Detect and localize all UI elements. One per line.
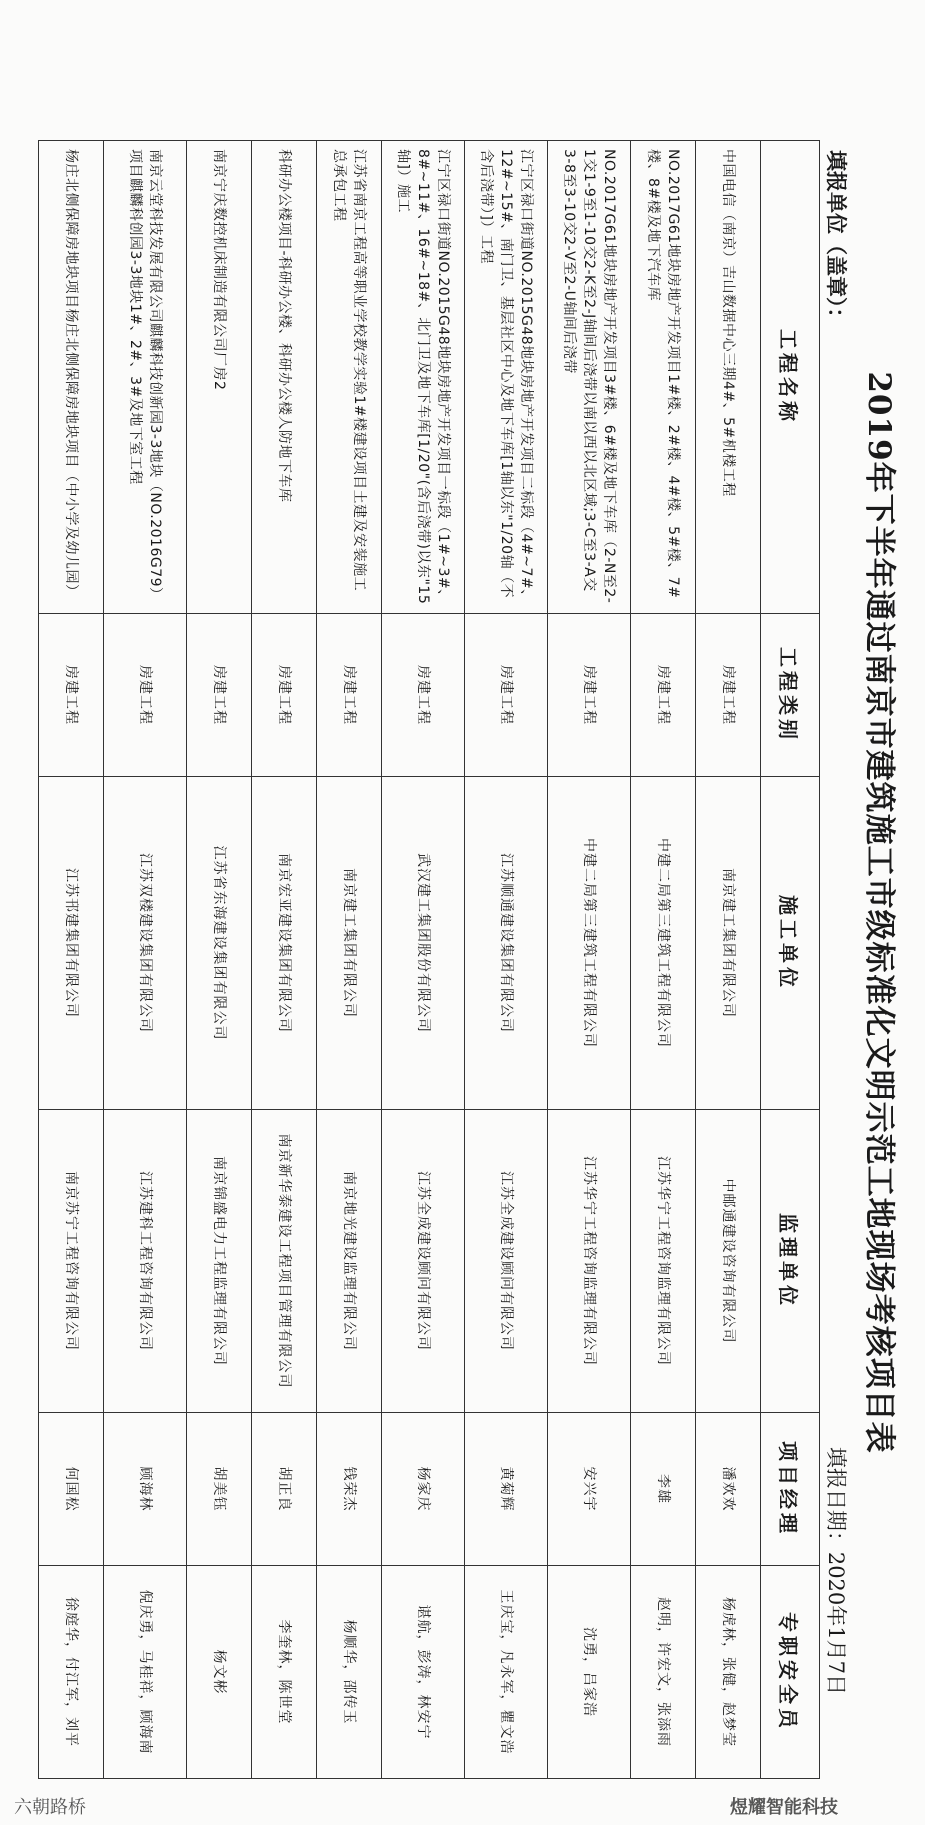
- safety-officer-cell: 倪庆勇，马桂祥，顾海南: [104, 1566, 187, 1779]
- header-supervisor: 监理单位: [761, 1110, 820, 1413]
- project-name-cell: 南京宁庆数控机床制造有限公司厂房2: [187, 141, 252, 614]
- manager-cell: 黄菊辉: [465, 1413, 548, 1566]
- project-table: [38, 140, 820, 1779]
- header-contractor: 施工单位: [761, 777, 820, 1110]
- contractor-cell: 南京建工集团有限公司: [696, 777, 761, 1110]
- category-cell: 房建工程: [631, 614, 696, 777]
- table-row: [382, 141, 465, 1779]
- category-cell: 房建工程: [382, 614, 465, 777]
- supervisor-cell: 南京锦盛电力工程监理有限公司: [187, 1110, 252, 1413]
- contractor-cell: 南京宏亚建设集团有限公司: [252, 777, 317, 1110]
- safety-officer-cell: 徐庭华，付江军，刘平: [39, 1566, 104, 1779]
- safety-officer-cell: 李奎林，陈世堂: [252, 1566, 317, 1779]
- project-name-cell: 江宁区禄口街道NO.2015G48地块房地产开发项目二标段（4#~7#、12#~15#、南门卫、基层社区中心及地下车库[1轴以东"1/20轴（不含后浇带）]）工程: [465, 141, 548, 614]
- table-row: [631, 141, 696, 1779]
- project-name-cell: 江苏省南京工程高等职业学校教学实验1#楼建设项目土建及安装施工总承包工程: [317, 141, 382, 614]
- manager-cell: 李雄: [631, 1413, 696, 1566]
- safety-officer-cell: 沈勇，吕家浩: [548, 1566, 631, 1779]
- project-name-cell: 科研办公楼项目-科研办公楼、科研办公楼人防地下车库: [252, 141, 317, 614]
- table-header-row: [761, 141, 820, 1779]
- supervisor-cell: 江苏全成建设顾问有限公司: [465, 1110, 548, 1413]
- safety-officer-cell: 谌航，彭涛，林安宁: [382, 1566, 465, 1779]
- contractor-cell: 江苏省东海建设集团有限公司: [187, 777, 252, 1110]
- category-cell: 房建工程: [104, 614, 187, 777]
- contractor-cell: 中建二局第三建筑工程有限公司: [631, 777, 696, 1110]
- contractor-cell: 南京建工集团有限公司: [317, 777, 382, 1110]
- table-row: [317, 141, 382, 1779]
- manager-cell: 钱荣杰: [317, 1413, 382, 1566]
- category-cell: 房建工程: [317, 614, 382, 777]
- header-category: 工程类别: [761, 614, 820, 777]
- table-row: [696, 141, 761, 1779]
- manager-cell: 胡正良: [252, 1413, 317, 1566]
- table-row: [465, 141, 548, 1779]
- supervisor-cell: 中邮通建设咨询有限公司: [696, 1110, 761, 1413]
- header-safety-officer: 专职安全员: [761, 1566, 820, 1779]
- contractor-cell: 武汉建工集团股份有限公司: [382, 777, 465, 1110]
- safety-officer-cell: 杨虎林，张健，赵梦莹: [696, 1566, 761, 1779]
- project-name-cell: 南京云堂科技发展有限公司麒麟科技创新园3-3地块（NO.2016G79）项目麒麟科创园3-3地块1#、2#、3#及地下室工程: [104, 141, 187, 614]
- safety-officer-cell: 杨文彬: [187, 1566, 252, 1779]
- manager-cell: 胡美钰: [187, 1413, 252, 1566]
- table-row: [252, 141, 317, 1779]
- category-cell: 房建工程: [548, 614, 631, 777]
- manager-cell: 何国松: [39, 1413, 104, 1566]
- table-row: [39, 141, 104, 1779]
- watermark-right: 煜耀智能科技: [730, 1797, 838, 1818]
- document-title: 2019年下半年通过南京市建筑施工市级标准化文明示范工地现场考核项目表: [861, 371, 897, 1454]
- category-cell: 房建工程: [39, 614, 104, 777]
- supervisor-cell: 南京新华泰建设工程项目管理有限公司: [252, 1110, 317, 1413]
- table-body: [39, 141, 761, 1779]
- project-name-cell: 中国电信（南京）吉山数据中心三期4#、5#机楼工程: [696, 141, 761, 614]
- safety-officer-cell: 王庆宝，凡永军，瞿文浩: [465, 1566, 548, 1779]
- manager-cell: 安兴宇: [548, 1413, 631, 1566]
- supervisor-cell: 江苏华宁工程咨询监理有限公司: [631, 1110, 696, 1413]
- manager-cell: 杨家庆: [382, 1413, 465, 1566]
- supervisor-cell: 江苏华宁工程咨询监理有限公司: [548, 1110, 631, 1413]
- contractor-cell: 江苏双楼建设集团有限公司: [104, 777, 187, 1110]
- category-cell: 房建工程: [187, 614, 252, 777]
- manager-cell: 潘欢欢: [696, 1413, 761, 1566]
- supervisor-cell: 江苏建科工程咨询有限公司: [104, 1110, 187, 1413]
- supervisor-cell: 江苏全成建设顾问有限公司: [382, 1110, 465, 1413]
- table-row: [548, 141, 631, 1779]
- watermark-left: 六朝路桥: [14, 1797, 86, 1818]
- manager-cell: 顾海林: [104, 1413, 187, 1566]
- table-row: [104, 141, 187, 1779]
- table-row: [187, 141, 252, 1779]
- project-name-cell: NO.2017G61地块房地产开发项目1#楼、2#楼、4#楼、5#楼、7#楼、8#楼及地下汽车库: [631, 141, 696, 614]
- safety-officer-cell: 杨顺华，邵传玉: [317, 1566, 382, 1779]
- contractor-cell: 江苏顺通建设集团有限公司: [465, 777, 548, 1110]
- contractor-cell: 江苏邗建集团有限公司: [39, 777, 104, 1110]
- fill-info-row: [820, 40, 854, 1785]
- category-cell: 房建工程: [465, 614, 548, 777]
- safety-officer-cell: 赵明，许宏文，张添雨: [631, 1566, 696, 1779]
- supervisor-cell: 南京地光建设监理有限公司: [317, 1110, 382, 1413]
- project-name-cell: NO.2017G61地块房地产开发项目3#楼、6#楼及地下车库（2-N至2-1交1-9至1-10交2-K至2-J轴间后浇带以南以西以北区域;3-C至3-A交3-8至3-10交2-V至2-U轴间后浇带: [548, 141, 631, 614]
- category-cell: 房建工程: [696, 614, 761, 777]
- fill-unit-label: 填报单位（盖章）：: [824, 150, 849, 329]
- category-cell: 房建工程: [252, 614, 317, 777]
- contractor-cell: 中建二局第三建筑工程有限公司: [548, 777, 631, 1110]
- project-name-cell: 杨庄北侧保障房地块项目杨庄北侧保障房地块项目（中小学及幼儿园）: [39, 141, 104, 614]
- header-manager: 项目经理: [761, 1413, 820, 1566]
- supervisor-cell: 南京苏宁工程咨询有限公司: [39, 1110, 104, 1413]
- project-name-cell: 江宁区禄口街道NO.2015G48地块房地产开发项目一标段（1#~3#、8#~11#、16#~18#、北门卫及地下车库[1/20"(含后浇带)以东"15轴]）施工: [382, 141, 465, 614]
- fill-date-label: 填报日期：2020年1月7日: [824, 1446, 848, 1695]
- header-project-name: 工程名称: [761, 141, 820, 614]
